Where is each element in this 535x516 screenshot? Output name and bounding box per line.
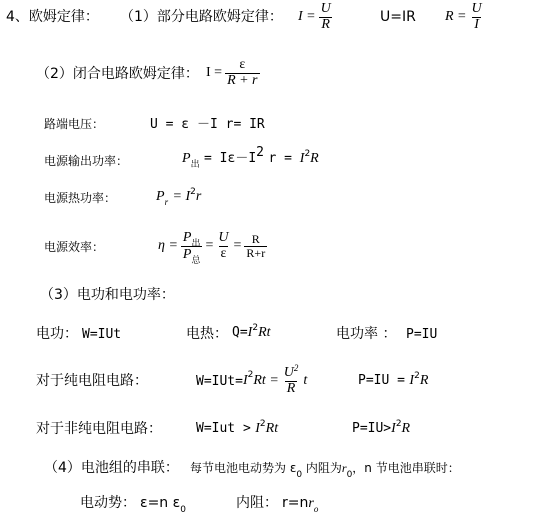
heat-expr: $Q=I^2Rt$ xyxy=(232,323,271,340)
internal-resistance-expr: $r=nr_o$ xyxy=(282,495,319,514)
part3-label: （3）电功和电功率： xyxy=(40,287,175,303)
fraction-u-over-i: $\frac{U}{I}$ xyxy=(471,0,482,32)
output-power-label: 电源输出功率： xyxy=(44,154,129,168)
section-title: 4、欧姆定律： xyxy=(6,9,99,25)
ohm-formula-r: R = $\frac{U}{I}$ xyxy=(445,0,482,32)
power-label: 电功率 ： xyxy=(336,326,397,342)
emf-expr: ε=n $\varepsilon_0$ xyxy=(140,495,186,515)
fraction-u-over-emf: $\frac{U}{\varepsilon}$ xyxy=(218,229,229,261)
part4-label: （4）电池组的串联： xyxy=(44,460,179,476)
part2-label: （2）闭合电路欧姆定律： xyxy=(36,66,199,82)
heat-power-expr: $P_r = I^2r$ xyxy=(156,187,202,207)
fraction-u2-over-r: $\frac{U^2}{R}$ xyxy=(283,362,299,396)
ohm-formula-i: I = $\frac{U}{R}$ xyxy=(298,0,331,32)
power-expr: P=IU xyxy=(406,327,438,342)
terminal-voltage-label: 路端电压： xyxy=(44,117,105,131)
pure-resistor-label: 对于纯电阻电路： xyxy=(36,373,148,389)
pure-resistor-work: W=IUt= I 2 Rt = $\frac{U^2}{R}$ t xyxy=(196,362,308,396)
fraction-pout-over-ptotal: $\frac{P_出}{P_总}$ xyxy=(182,229,201,266)
part4-description: 每节电池电动势为 $\varepsilon_0$ 内阻为$r_0$，n 节电池串联时： xyxy=(190,461,460,480)
nonpure-resistor-label: 对于非纯电阻电路： xyxy=(36,421,162,437)
pure-resistor-power: $P=IU = I^2R$ xyxy=(358,371,429,388)
emf-label: 电动势： xyxy=(80,495,136,511)
fraction-r-over-rr: $\frac{R}{R+r}$ xyxy=(246,231,266,260)
efficiency-expr: η = $\frac{P_出}{P_总}$ = $\frac{U}{\varepsilon}$ = $\frac{R}{R+r}$ xyxy=(158,229,266,266)
nonpure-resistor-work: $W=Iut > I^2Rt$ xyxy=(196,419,279,436)
work-label: 电功： xyxy=(36,326,78,342)
efficiency-label: 电源效率： xyxy=(44,240,105,254)
nonpure-resistor-power: $P=IU>I^2R$ xyxy=(352,419,411,436)
heat-power-label: 电源热功率： xyxy=(44,191,117,205)
internal-resistance-label: 内阻： xyxy=(236,495,278,511)
closed-circuit-formula: I = $\frac{\varepsilon}{R + r}$ xyxy=(206,56,258,88)
part1-label: （1）部分电路欧姆定律： xyxy=(120,9,283,25)
ohm-formula-u: U=IR xyxy=(380,9,416,25)
heat-label: 电热： xyxy=(186,326,228,342)
fraction-emf-over-rr: $\frac{\varepsilon}{R + r}$ xyxy=(227,56,258,88)
terminal-voltage-expr: U = ε －I r= IR xyxy=(150,117,265,132)
work-expr: W=IUt xyxy=(82,327,122,342)
fraction-u-over-r: $\frac{U}{R}$ xyxy=(320,0,331,32)
output-power-expr: $P_出 = I\varepsilon-I2$ $r = I^2R$ xyxy=(182,145,319,170)
